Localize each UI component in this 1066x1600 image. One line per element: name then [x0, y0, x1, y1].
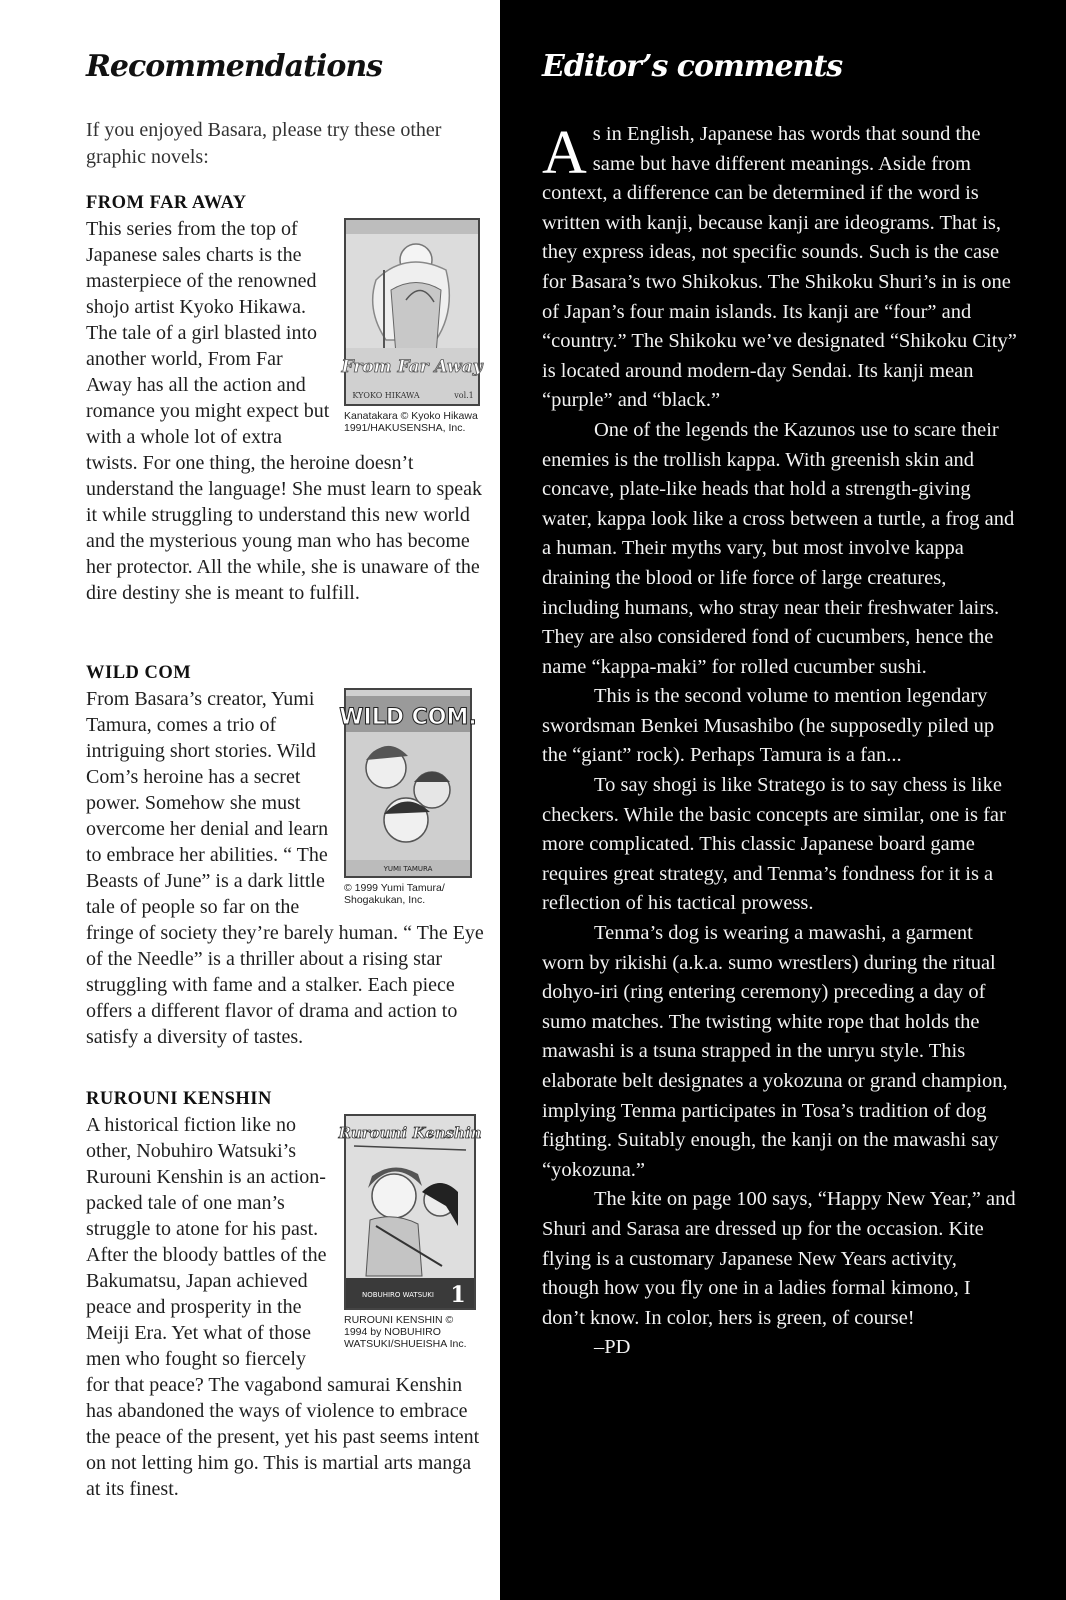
cover-author-text: NOBUHIRO WATSUKI: [362, 1291, 434, 1299]
editors-comments-column: [500, 0, 1066, 1600]
recommendation-title: RUROUNI KENSHIN: [86, 1089, 272, 1109]
recommendations-intro: If you enjoyed Basara, please try these other graphic novels:: [86, 119, 442, 168]
cover-author-text: KYOKO HIKAWA: [352, 391, 420, 400]
editor-paragraph: The kite on page 100 says, “Happy New Year,” and Shuri and Sarasa are dressed up for the occasion. Kite flying is a customary Japanese New Years activity, though how you fly one in a ladies formal kimono, I don’t know. In color, hers is green, of course!: [542, 1188, 1016, 1329]
recommendation-rurouni-kenshin: [86, 1086, 486, 1502]
recommendation-wild-com: [86, 660, 486, 1050]
cover-caption: © 1999 Yumi Tamura/ Shogakukan, Inc.: [344, 882, 445, 906]
editor-paragraph: To say shogi is like Stratego is to say chess is like checkers. While the basic concepts are similar, one is far more complicated. This classic Japanese board game requires great strategy, and Tenma’s fondness for it is a reflection of his tactical prowess.: [542, 774, 1006, 915]
recommendations-column: [0, 0, 500, 1600]
cover-image: [339, 688, 477, 878]
cover-art-from-far-away: [341, 220, 483, 404]
recommendations-heading: Recommendations: [86, 49, 383, 84]
editors-comments-body: [542, 120, 1018, 1363]
editor-signature: –PD: [594, 1336, 631, 1359]
cover-author-text: YUMI TAMURA: [383, 865, 433, 873]
recommendation-body: This series from the top of Japanese sales charts is the masterpiece of the renowned shojo artist Kyoko Hikawa. The tale of a girl blasted into another world, From Far Away has all the action and romance you might expect but with a whole lot of extra twists. For one thing, the heroine doesn’t understand the language! She must learn to speak it while struggling to understand this new world and the mysterious young man who has become her protector. All the while, she is unaware of the dire destiny she is meant to fulfill.: [86, 218, 482, 604]
editor-paragraph: As in English, Japanese has words that sound the same but have different meanings. Aside from context, a difference can be determined if the word is written with kanji, because kanji are ideograms. That is, they express ideas, not specific sounds. Such is the case for Basara’s two Shikokus. The Shikoku Shuri’s in is one of Japan’s four main islands. Its kanji are “four” and “country.” The Shikoku we’ve designated “Shikoku City” is located around modern-day Sendai. Its kanji mean “purple” and “black.”: [542, 119, 1017, 412]
cover-title-text: From Far Away: [341, 357, 483, 377]
cover-image: [341, 218, 483, 406]
cover-title-text: WILD COM.: [339, 705, 477, 730]
cover-wild-com: [339, 688, 494, 906]
recommendation-title: WILD COM: [86, 663, 192, 683]
cover-from-far-away: [341, 218, 494, 434]
recommendation-title: FROM FAR AWAY: [86, 193, 247, 213]
editors-comments-heading: Editor’s comments: [542, 49, 843, 84]
cover-volume-text: 1: [450, 1282, 466, 1308]
cover-rurouni-kenshin: [338, 1114, 494, 1350]
recommendation-from-far-away: [86, 190, 486, 606]
editor-paragraph: One of the legends the Kazunos use to scare their enemies is the trollish kappa. With greenish skin and concave, plate-like heads that hold a strength-giving water, kappa look like a cross between a turtle, a frog and a human. Their myths vary, but most involve kappa draining the blood or life force of large creatures, including humans, who stray near their freshwater lairs. They are also considered fond of cucumbers, hence the name “kappa-maki” for rolled cucumber sushi.: [542, 418, 1015, 678]
cover-art-wild-com: [339, 690, 477, 876]
editor-paragraph: This is the second volume to mention legendary swordsman Benkei Musashibo (he supposedly piled up the “giant” rock). Perhaps Tamura is a fan...: [542, 685, 995, 767]
cover-image: [338, 1114, 482, 1310]
drop-cap: A: [542, 119, 587, 187]
cover-title-text: Rurouni Kenshin: [338, 1124, 482, 1142]
editor-paragraph: Tenma’s dog is wearing a mawashi, a garment worn by rikishi (a.k.a. sumo wrestlers) during the ritual dohyo-iri (ring entering ceremony) preceding a day of sumo matches. The twisting white rope that holds the mawashi is a tsuna strapped in the unryu style. This elaborate belt designates a yokozuna or grand champion, implying Tenma participates in Tosa’s tradition of dog fighting. Suitably enough, the kanji on the mawashi say “yokozuna.”: [542, 922, 1008, 1181]
recommendation-body: A historical fiction like no other, Nobuhiro Watsuki’s Rurouni Kenshin is an action-packed tale of one man’s struggle to atone for his past. After the bloody battles of the Bakumatsu, Japan achieved peace and prosperity in the Meiji Era. Yet what of those men who fought so fiercely for that peace? The vagabond samurai Kenshin has abandoned the ways of violence to embrace the peace of the present, yet his past seems intent on not letting him go. This is martial arts manga at its finest.: [86, 1114, 480, 1500]
recommendation-body: From Basara’s creator, Yumi Tamura, comes a trio of intriguing short stories. Wild Com’s heroine has a secret power. Somehow she must overcome her denial and learn to embrace her abilities. “ The Beasts of June” is a dark little tale of people so far on the fringe of society they’re barely human. “ The Eye of the Needle” is a thriller about a rising star struggling with fame and a stalker. Each piece offers a different flavor of drama and action to satisfy a diversity of tastes.: [86, 688, 484, 1048]
cover-art-rurouni-kenshin: [338, 1116, 482, 1308]
cover-caption: RUROUNI KENSHIN © 1994 by NOBUHIRO WATSUKI/SHUEISHA Inc.: [344, 1314, 467, 1350]
cover-caption: Kanatakara © Kyoko Hikawa 1991/HAKUSENSHA, Inc.: [344, 410, 478, 434]
cover-volume-text: vol.1: [454, 391, 474, 400]
